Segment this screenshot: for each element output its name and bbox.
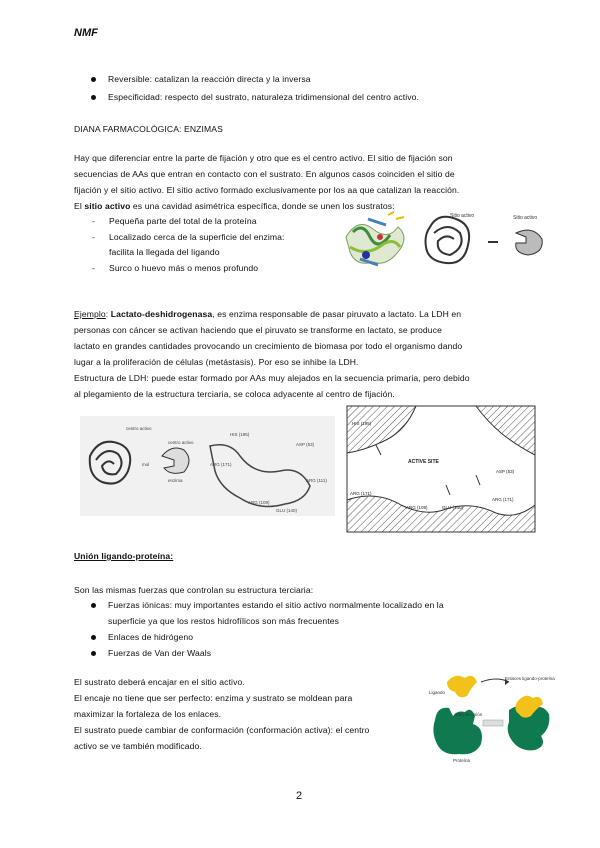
page-header: NMF bbox=[74, 27, 98, 39]
force-bullet-2: Enlaces de hidrógeno bbox=[108, 632, 194, 642]
final-line: activo se ve también modificado. bbox=[74, 741, 202, 751]
label-mol: mol bbox=[142, 462, 150, 467]
active-site-figure bbox=[338, 207, 553, 277]
label-active-site: ACTIVE SITE bbox=[408, 459, 439, 465]
section2-intro: Son las mismas fuerzas que controlan su estructura terciaria: bbox=[74, 585, 314, 595]
example-line1-rest: , es enzima responsable de pasar piruvato a lactato. La LDH en bbox=[212, 309, 462, 319]
dash-item-2: Localizado cerca de la superficie del enzima: bbox=[109, 232, 285, 242]
example-line: personas con cáncer se activan haciendo que el piruvato se transforme en lactato, se produce bbox=[74, 325, 442, 335]
section-heading-enzimas: DIANA FARMACOLÓGICA: ENZIMAS bbox=[74, 124, 223, 134]
enzyme-cup-icon bbox=[516, 230, 542, 255]
dash-item-2-cont: facilita la llegada del ligando bbox=[109, 247, 220, 257]
label-proteina: Proteína bbox=[453, 758, 471, 763]
ldh-structure-figure-left bbox=[80, 416, 335, 516]
label-centro: centro activo bbox=[126, 426, 152, 431]
label-his: HIS (195) bbox=[352, 421, 372, 426]
paragraph-line: Hay que diferenciar entre la parte de fijación y otro que es el centro activo. El sitio de fijación son bbox=[74, 153, 453, 163]
force-bullet-1-cont: superficie ya que los restos hidrofílicos son más frecuentes bbox=[108, 616, 339, 626]
ribbon-protein-image bbox=[346, 212, 404, 265]
force-bullet-1: Fuerzas iónicas: muy importantes estando el sitio activo normalmente localizado en la bbox=[108, 600, 444, 610]
example-line: lactato en grandes cantidades provocando un crecimiento de biomasa por todo el organismo dando bbox=[74, 341, 463, 351]
dash-sep bbox=[488, 241, 498, 243]
label-arg109: ARG (109) bbox=[406, 505, 428, 510]
label-glu: GLU (140) bbox=[442, 505, 464, 510]
paragraph-line: secuencias de AAs que entran en contacto con el sustrato. En algunos casos coinciden el sitio de bbox=[74, 169, 455, 179]
dash-item-3: Surco o huevo más o menos profundo bbox=[109, 263, 259, 273]
label-enzima: enzima bbox=[168, 478, 183, 483]
example-colon: : bbox=[105, 309, 111, 319]
label-asp: ASP (53) bbox=[496, 469, 515, 474]
final-line: El sustrato deberá encajar en el sitio activo. bbox=[74, 677, 245, 687]
example-enzyme-name: Lactato-deshidrogenasa bbox=[110, 309, 213, 319]
final-line: maximizar la fortaleza de los enlaces. bbox=[74, 709, 222, 719]
bound-complex-shape bbox=[508, 696, 550, 751]
label-arg171: ARG (171) bbox=[210, 462, 232, 467]
ldh-active-site-figure-right bbox=[346, 405, 536, 533]
intro-bullet-1: Reversible: catalizan la reacción directa y la inversa bbox=[108, 74, 311, 84]
example-line-1 bbox=[74, 309, 461, 320]
label-arg171: ARG (171) bbox=[350, 491, 372, 496]
ligand-shape bbox=[447, 676, 477, 698]
sitio-label-1: Sitio activo bbox=[450, 213, 475, 219]
dash-marker: - bbox=[92, 232, 95, 242]
example-line: lugar a la proliferación de células (metástasis). Por eso se inhibe la LDH. bbox=[74, 357, 359, 367]
paragraph-line: fijación y el sitio activo. El sitio activo formado exclusivamente por los aa que catalizan la reacción. bbox=[74, 185, 460, 195]
label-glu: GLU (140) bbox=[276, 508, 298, 513]
sitio-prefix: El bbox=[74, 201, 85, 211]
section-heading-union: Unión ligando-proteína: bbox=[74, 551, 174, 561]
dash-item-1: Pequeña parte del total de la proteína bbox=[109, 216, 257, 226]
dash-marker: - bbox=[92, 216, 95, 226]
example-line: al plegamiento de la estructura terciaria, se coloca adyacente al centro de fijación. bbox=[74, 389, 395, 399]
label-arg109: ARG (109) bbox=[248, 500, 270, 505]
label-arg111: ARG (111) bbox=[306, 478, 327, 483]
label-enlaces: Enlaces ligando-proteína bbox=[505, 676, 555, 681]
sitio-rest: es una cavidad asimétrica específica, donde se unen los sustratos: bbox=[130, 201, 395, 211]
label-arg171b: ARG (171) bbox=[492, 497, 514, 502]
label-centro2: centro activo bbox=[168, 440, 194, 445]
label-sitio: Sitio de unión bbox=[455, 712, 483, 717]
example-line: Estructura de LDH: puede estar formado por AAs muy alejados en la secuencia primaria, pero debido bbox=[74, 373, 470, 383]
intro-bullet-2: Especificidad: respecto del sustrato, naturaleza tridimensional del centro activo. bbox=[108, 92, 420, 102]
sitio-label-2: Sitio activo bbox=[513, 215, 538, 221]
final-line: El sustrato puede cambiar de conformación (conformación activa): el centro bbox=[74, 725, 370, 735]
page-number: 2 bbox=[296, 790, 303, 802]
ligand-protein-figure bbox=[425, 666, 555, 766]
label-ligando: Ligando bbox=[429, 690, 446, 695]
force-bullet-3: Fuerzas de Van der Waals bbox=[108, 648, 212, 658]
final-line: El encaje no tiene que ser perfecto: enzima y sustrato se moldean para bbox=[74, 693, 353, 703]
label-his: HIS (195) bbox=[230, 432, 250, 437]
protein-cartoon bbox=[426, 217, 470, 263]
transform-arrow bbox=[483, 720, 503, 726]
example-label: Ejemplo bbox=[74, 309, 106, 319]
label-asp: ASP (53) bbox=[296, 442, 315, 447]
sitio-activo-term: sitio activo bbox=[84, 201, 131, 211]
dash-marker: - bbox=[92, 263, 95, 273]
